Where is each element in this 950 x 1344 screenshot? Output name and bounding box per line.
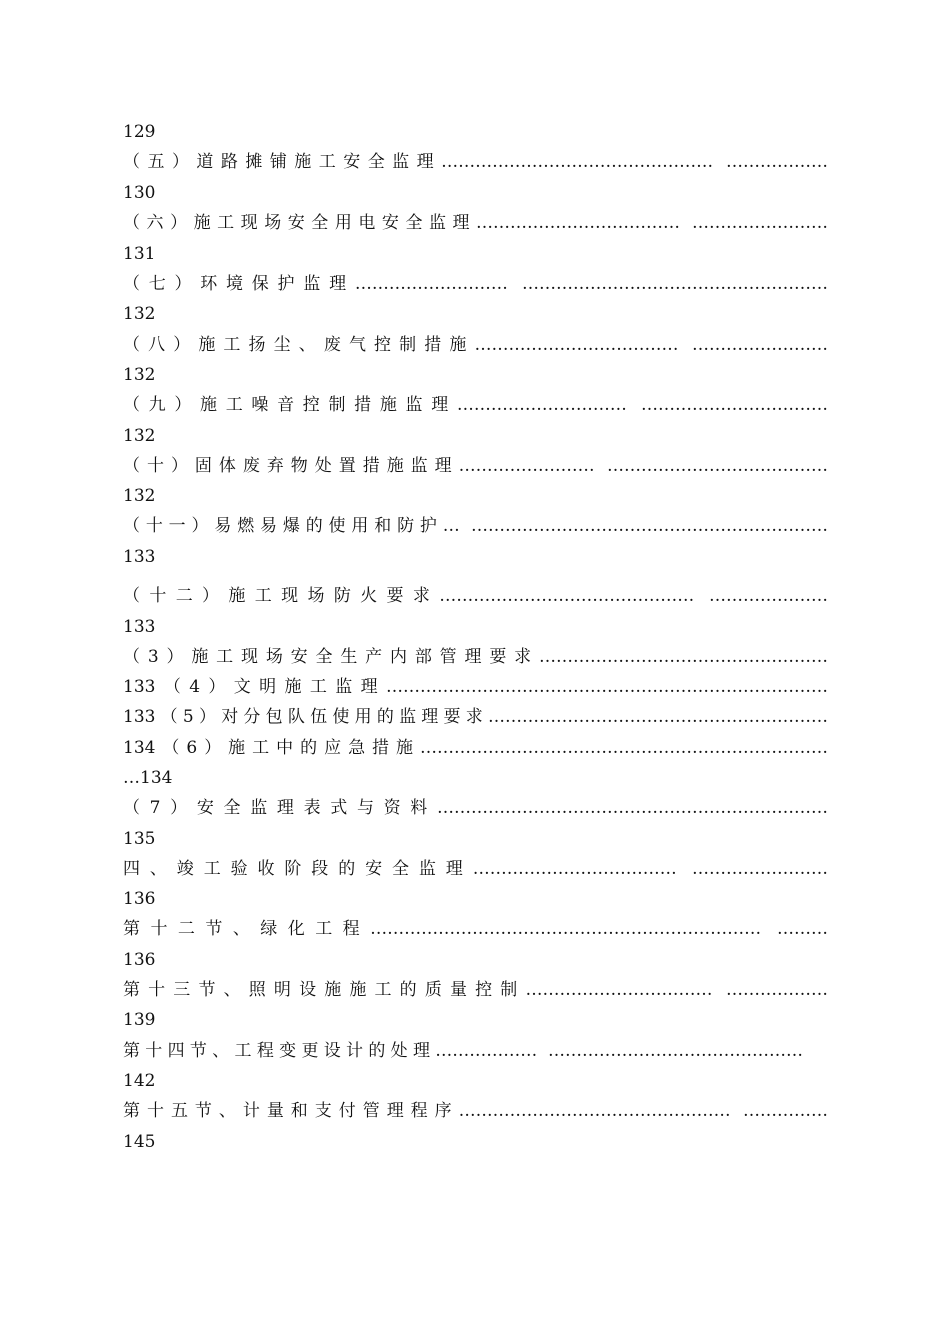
toc-entry: 第十五节、计量和支付管理程序………………………………………… …………… (123, 1101, 828, 1121)
page-number: 133 (123, 547, 156, 567)
page-number: 132 (123, 304, 156, 324)
page-number: 130 (123, 183, 156, 203)
page-number: 145 (123, 1132, 156, 1152)
toc-entry: （十一）易燃易爆的使用和防护… ……………………………………………………… (123, 516, 828, 536)
toc-entry: （五）道路摊铺施工安全监理………………………………………… ……………… (123, 152, 828, 172)
page-number: 133 (123, 617, 156, 637)
toc-entry: （7）安全监理表式与资料…………………………………………………………… (123, 798, 828, 818)
toc-entry: （八）施工扬尘、废气控制措施……………………………… …………………… (123, 335, 828, 355)
toc-entry: （十）固体废弃物处置措施监理…………………… ………………………………… (123, 456, 828, 476)
page-number: 136 (123, 950, 156, 970)
page-number: 132 (123, 426, 156, 446)
toc-entry: （3）施工现场安全生产内部管理要求…………………………………………… (123, 647, 828, 667)
page-number: 131 (123, 244, 156, 264)
page-number: 136 (123, 889, 156, 909)
page-number: 129 (123, 122, 156, 142)
toc-entry: （九）施工噪音控制措施监理………………………… …………………………… (123, 395, 828, 415)
toc-entry: 第十二节、绿化工程…………………………………………………………… ……… (123, 919, 828, 939)
toc-entry: （十二）施工现场防火要求……………………………………… ………………… (123, 586, 828, 606)
page-number: 132 (123, 365, 156, 385)
toc-entry: 133（5）对分包队伍使用的监理要求…………………………………………………… (123, 707, 828, 727)
page-number: 142 (123, 1071, 156, 1091)
toc-entry: （六）施工现场安全用电安全监理……………………………… …………………… (123, 213, 828, 233)
toc-entry: 134（6）施工中的应急措施……………………………………………………………… (123, 738, 828, 758)
page-number: 132 (123, 486, 156, 506)
toc-entry: 四、竣工验收阶段的安全监理……………………………… …………………… (123, 859, 828, 879)
toc-entry: （七）环境保护监理……………………… ……………………………………………… (123, 274, 828, 294)
page-number: 139 (123, 1010, 156, 1030)
toc-entry: 第十四节、工程变更设计的处理……………… ……………………………………… (123, 1041, 803, 1061)
page-number: …134 (123, 768, 173, 788)
toc-entry: 133（4）文明施工监理…………………………………………………………………… (123, 677, 828, 697)
toc-entry: 第十三节、照明设施施工的质量控制…………………………… ……………… (123, 980, 828, 1000)
page-number: 135 (123, 829, 156, 849)
